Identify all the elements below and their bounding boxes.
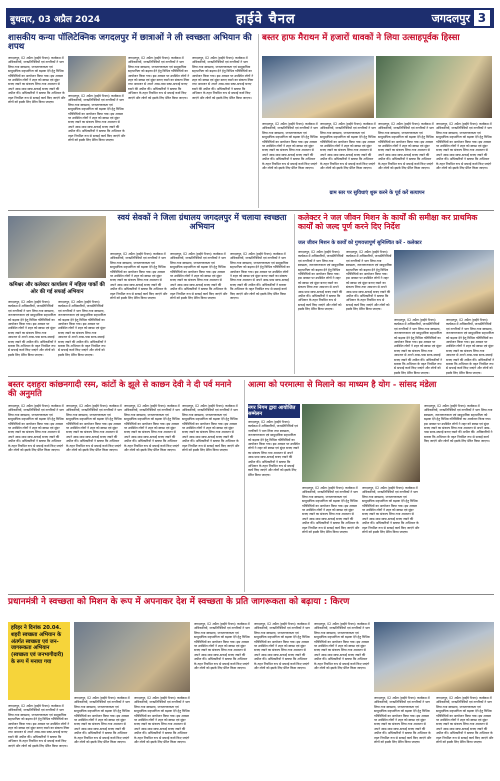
story7-col8: जगदलपुर, 02 अप्रैल (हाईवे चैनल)। कार्यक्रम में अधिकारियों, जनप्रतिनिधियों एवं नागरिकों ने भाग लिया तथा स्वच्छता, जनजागरूकता एवं सामुदायिक सहभागिता को बढ़ावा देने हेतु विभिन्न गतिविधियों का आयोजन किया गया। इस अवसर पर उपस्थित लोगों ने शहर को स्वच्छ एवं सुंदर बनाए रखने का संकल्प लिया तथा आमजन से अपने आस-पास साफ-सफाई बनाए रखने की अपील की। अधिकारियों ने बताया कि अभियान के तहत नियमित रूप से सफाई कार्य किए जाएंगे और लोगों को इसके लिए प्रेरित किया जाएगा। [436, 696, 494, 745]
story5-col1: जगदलपुर, 02 अप्रैल (हाईवे चैनल)। कार्यक्रम में अधिकारियों, जनप्रतिनिधियों एवं नागरिकों ने भाग लिया तथा स्वच्छता, जनजागरूकता एवं सामुदायिक सहभागिता को बढ़ावा देने हेतु विभिन्न गतिविधियों का आयोजन किया गया। इस अवसर पर उपस्थित लोगों ने शहर को स्वच्छ एवं सुंदर बनाए रखने का संकल्प लिया तथा आमजन से अपने आस-पास साफ-सफाई बनाए रखने की अपील की। अधिकारियों ने बताया कि अभियान के तहत नियमित रूप से सफाई कार्य किए जाएंगे और लोगों को इसके लिए प्रेरित किया जाएगा। [8, 404, 64, 453]
story1-col4: जगदलपुर, 02 अप्रैल (हाईवे चैनल)। कार्यक्रम में अधिकारियों, जनप्रतिनिधियों एवं नागरिकों ने भाग लिया तथा स्वच्छता, जनजागरूकता एवं सामुदायिक सहभागिता को बढ़ावा देने हेतु विभिन्न गतिविधियों का आयोजन किया गया। इस अवसर पर उपस्थित लोगों ने शहर को स्वच्छ एवं सुंदर बनाए रखने का संकल्प लिया तथा आमजन से अपने आस-पास साफ-सफाई बनाए रखने की अपील की। अधिकारियों ने बताया कि अभियान के तहत नियमित रूप से सफाई कार्य किए जाएंगे और लोगों को इसके लिए प्रेरित किया जाएगा। [192, 56, 254, 100]
story7-col5: जगदलपुर, 02 अप्रैल (हाईवे चैनल)। कार्यक्रम में अधिकारियों, जनप्रतिनिधियों एवं नागरिकों ने भाग लिया तथा स्वच्छता, जनजागरूकता एवं सामुदायिक सहभागिता को बढ़ावा देने हेतु विभिन्न गतिविधियों का आयोजन किया गया। इस अवसर पर उपस्थित लोगों ने शहर को स्वच्छ एवं सुंदर बनाए रखने का संकल्प लिया तथा आमजन से अपने आस-पास साफ-सफाई बनाए रखने की अपील की। अधिकारियों ने बताया कि अभियान के तहत नियमित रूप से सफाई कार्य किए जाएंगे और लोगों को इसके लिए प्रेरित किया जाएगा। [254, 622, 310, 671]
story1-col2: जगदलपुर, 02 अप्रैल (हाईवे चैनल)। कार्यक्रम में अधिकारियों, जनप्रतिनिधियों एवं नागरिकों ने भाग लिया तथा स्वच्छता, जनजागरूकता एवं सामुदायिक सहभागिता को बढ़ावा देने हेतु विभिन्न गतिविधियों का आयोजन किया गया। इस अवसर पर उपस्थित लोगों ने शहर को स्वच्छ एवं सुंदर बनाए रखने का संकल्प लिया तथा आमजन से अपने आस-पास साफ-सफाई बनाए रखने की अपील की। अधिकारियों ने बताया कि अभियान के तहत नियमित रूप से सफाई कार्य किए जाएंगे और लोगों को इसके लिए प्रेरित किया जाएगा। [68, 94, 126, 143]
story2-note: ग्राम स्तर पर सुविधाएं शुरू करने के पूर्व करें सत्यापन [329, 190, 425, 196]
column-divider [258, 34, 259, 208]
story4-col2: जगदलपुर, 02 अप्रैल (हाईवे चैनल)। कार्यक्रम में अधिकारियों, जनप्रतिनिधियों एवं नागरिकों ने भाग लिया तथा स्वच्छता, जनजागरूकता एवं सामुदायिक सहभागिता को बढ़ावा देने हेतु विभिन्न गतिविधियों का आयोजन किया गया। इस अवसर पर उपस्थित लोगों ने शहर को स्वच्छ एवं सुंदर बनाए रखने का संकल्प लिया तथा आमजन से अपने आस-पास साफ-सफाई बनाए रखने की अपील की। अधिकारियों ने बताया कि अभियान के तहत नियमित रूप से सफाई कार्य किए जाएंगे और लोगों को इसके लिए प्रेरित किया जाएगा। [346, 250, 392, 312]
story4-subheadline: जल जीवन मिशन के कार्यों को गुणवत्तापूर्ण सुनिश्चित करें - कलेक्टर [298, 240, 422, 246]
newspaper-title: हाईवे चैनल [236, 12, 296, 27]
page-number: 3 [474, 10, 490, 26]
story7-col7: जगदलपुर, 02 अप्रैल (हाईवे चैनल)। कार्यक्रम में अधिकारियों, जनप्रतिनिधियों एवं नागरिकों ने भाग लिया तथा स्वच्छता, जनजागरूकता एवं सामुदायिक सहभागिता को बढ़ावा देने हेतु विभिन्न गतिविधियों का आयोजन किया गया। इस अवसर पर उपस्थित लोगों ने शहर को स्वच्छ एवं सुंदर बनाए रखने का संकल्प लिया तथा आमजन से अपने आस-पास साफ-सफाई बनाए रखने की अपील की। अधिकारियों ने बताया कि अभियान के तहत नियमित रूप से सफाई कार्य किए जाएंगे और लोगों को इसके लिए प्रेरित किया जाएगा। [374, 696, 432, 745]
story2-col3: जगदलपुर, 02 अप्रैल (हाईवे चैनल)। कार्यक्रम में अधिकारियों, जनप्रतिनिधियों एवं नागरिकों ने भाग लिया तथा स्वच्छता, जनजागरूकता एवं सामुदायिक सहभागिता को बढ़ावा देने हेतु विभिन्न गतिविधियों का आयोजन किया गया। इस अवसर पर उपस्थित लोगों ने शहर को स्वच्छ एवं सुंदर बनाए रखने का संकल्प लिया तथा आमजन से अपने आस-पास साफ-सफाई बनाए रखने की अपील की। अधिकारियों ने बताया कि अभियान के तहत नियमित रूप से सफाई कार्य किए जाएंगे और लोगों को इसके लिए प्रेरित किया जाएगा। [378, 122, 434, 171]
story1-col1: जगदलपुर, 02 अप्रैल (हाईवे चैनल)। कार्यक्रम में अधिकारियों, जनप्रतिनिधियों एवं नागरिकों ने भाग लिया तथा स्वच्छता, जनजागरूकता एवं सामुदायिक सहभागिता को बढ़ावा देने हेतु विभिन्न गतिविधियों का आयोजन किया गया। इस अवसर पर उपस्थित लोगों ने शहर को स्वच्छ एवं सुंदर बनाए रखने का संकल्प लिया तथा आमजन से अपने आस-पास साफ-सफाई बनाए रखने की अपील की। अधिकारियों ने बताया कि अभियान के तहत नियमित रूप से सफाई कार्य किए जाएंगे और लोगों को इसके लिए प्रेरित किया जाएगा। [8, 56, 66, 105]
story3-col2: जगदलपुर, 02 अप्रैल (हाईवे चैनल)। कार्यक्रम में अधिकारियों, जनप्रतिनिधियों एवं नागरिकों ने भाग लिया तथा स्वच्छता, जनजागरूकता एवं सामुदायिक सहभागिता को बढ़ावा देने हेतु विभिन्न गतिविधियों का आयोजन किया गया। इस अवसर पर उपस्थित लोगों ने शहर को स्वच्छ एवं सुंदर बनाए रखने का संकल्प लिया तथा आमजन से अपने आस-पास साफ-सफाई बनाए रखने की अपील की। अधिकारियों ने बताया कि अभियान के तहत नियमित रूप से सफाई कार्य किए जाएंगे और लोगों को इसके लिए प्रेरित किया जाएगा। [58, 300, 106, 357]
story3-col1: जगदलपुर, 02 अप्रैल (हाईवे चैनल)। कार्यक्रम में अधिकारियों, जनप्रतिनिधियों एवं नागरिकों ने भाग लिया तथा स्वच्छता, जनजागरूकता एवं सामुदायिक सहभागिता को बढ़ावा देने हेतु विभिन्न गतिविधियों का आयोजन किया गया। इस अवसर पर उपस्थित लोगों ने शहर को स्वच्छ एवं सुंदर बनाए रखने का संकल्प लिया तथा आमजन से अपने आस-पास साफ-सफाई बनाए रखने की अपील की। अधिकारियों ने बताया कि अभियान के तहत नियमित रूप से सफाई कार्य किए जाएंगे और लोगों को इसके लिए प्रेरित किया जाएगा। [8, 300, 56, 357]
story3-caption: कमिश्नर और कलेक्टर कार्यालय में महिला पार्को की ओर की गई सफाई अभियान [9, 282, 105, 295]
story4-col3: जगदलपुर, 02 अप्रैल (हाईवे चैनल)। कार्यक्रम में अधिकारियों, जनप्रतिनिधियों एवं नागरिकों ने भाग लिया तथा स्वच्छता, जनजागरूकता एवं सामुदायिक सहभागिता को बढ़ावा देने हेतु विभिन्न गतिविधियों का आयोजन किया गया। इस अवसर पर उपस्थित लोगों ने शहर को स्वच्छ एवं सुंदर बनाए रखने का संकल्प लिया तथा आमजन से अपने आस-पास साफ-सफाई बनाए रखने की अपील की। अधिकारियों ने बताया कि अभियान के तहत नियमित रूप से सफाई कार्य किए जाएंगे और लोगों को इसके लिए प्रेरित किया जाएगा। [394, 318, 442, 375]
story7-photo-2 [374, 622, 494, 692]
story4-headline: कलेक्टर ने जल जीवन मिशन के कार्यों की समीक्षा कर प्राथमिक कार्यों को जल्द पूर्ण करने दिए निर्देश [298, 213, 478, 231]
story6-col3: जगदलपुर, 02 अप्रैल (हाईवे चैनल)। कार्यक्रम में अधिकारियों, जनप्रतिनिधियों एवं नागरिकों ने भाग लिया तथा स्वच्छता, जनजागरूकता एवं सामुदायिक सहभागिता को बढ़ावा देने हेतु विभिन्न गतिविधियों का आयोजन किया गया। इस अवसर पर उपस्थित लोगों ने शहर को स्वच्छ एवं सुंदर बनाए रखने का संकल्प लिया तथा आमजन से अपने आस-पास साफ-सफाई बनाए रखने की अपील की। अधिकारियों ने बताया कि अभियान के तहत नियमित रूप से सफाई कार्य किए जाएंगे और लोगों को इसके लिए प्रेरित किया जाएगा। [362, 486, 420, 535]
story1-photo [68, 56, 126, 92]
story7-highlight-box: हरिहर ने दिनांक 20.04. शहरी स्वच्छता अभियान के अंतर्गत स्वच्छता एवं जन-जागरूकता अभियान (स्वच्छता एवं जनभागीदारी) के रूप में मनाया गया [8, 622, 70, 700]
column-divider [244, 380, 245, 592]
story5-col4: जगदलपुर, 02 अप्रैल (हाईवे चैनल)। कार्यक्रम में अधिकारियों, जनप्रतिनिधियों एवं नागरिकों ने भाग लिया तथा स्वच्छता, जनजागरूकता एवं सामुदायिक सहभागिता को बढ़ावा देने हेतु विभिन्न गतिविधियों का आयोजन किया गया। इस अवसर पर उपस्थित लोगों ने शहर को स्वच्छ एवं सुंदर बनाए रखने का संकल्प लिया तथा आमजन से अपने आस-पास साफ-सफाई बनाए रखने की अपील की। अधिकारियों ने बताया कि अभियान के तहत नियमित रूप से सफाई कार्य किए जाएंगे और लोगों को इसके लिए प्रेरित किया जाएगा। [182, 404, 240, 453]
edition-city: जगदलपुर [431, 11, 470, 25]
story1-col3: जगदलपुर, 02 अप्रैल (हाईवे चैनल)। कार्यक्रम में अधिकारियों, जनप्रतिनिधियों एवं नागरिकों ने भाग लिया तथा स्वच्छता, जनजागरूकता एवं सामुदायिक सहभागिता को बढ़ावा देने हेतु विभिन्न गतिविधियों का आयोजन किया गया। इस अवसर पर उपस्थित लोगों ने शहर को स्वच्छ एवं सुंदर बनाए रखने का संकल्प लिया तथा आमजन से अपने आस-पास साफ-सफाई बनाए रखने की अपील की। अधिकारियों ने बताया कि अभियान के तहत नियमित रूप से सफाई कार्य किए जाएंगे और लोगों को इसके लिए प्रेरित किया जाएगा। [128, 56, 190, 100]
issue-date: बुधवार, 03 अप्रैल 2024 [10, 14, 101, 25]
section-rule [8, 376, 494, 377]
story7-headline: प्रधानमंत्री ने स्वच्छता को मिशन के रूप में अपनाकर देश में स्वच्छता के प्रति जागरूकता को बढ़ाया : किरण [8, 597, 350, 607]
story4-photo [394, 250, 494, 314]
story4-col4: जगदलपुर, 02 अप्रैल (हाईवे चैनल)। कार्यक्रम में अधिकारियों, जनप्रतिनिधियों एवं नागरिकों ने भाग लिया तथा स्वच्छता, जनजागरूकता एवं सामुदायिक सहभागिता को बढ़ावा देने हेतु विभिन्न गतिविधियों का आयोजन किया गया। इस अवसर पर उपस्थित लोगों ने शहर को स्वच्छ एवं सुंदर बनाए रखने का संकल्प लिया तथा आमजन से अपने आस-पास साफ-सफाई बनाए रखने की अपील की। अधिकारियों ने बताया कि अभियान के तहत नियमित रूप से सफाई कार्य किए जाएंगे और लोगों को इसके लिए प्रेरित किया जाएगा। [446, 318, 494, 375]
story4-col1: जगदलपुर, 02 अप्रैल (हाईवे चैनल)। कार्यक्रम में अधिकारियों, जनप्रतिनिधियों एवं नागरिकों ने भाग लिया तथा स्वच्छता, जनजागरूकता एवं सामुदायिक सहभागिता को बढ़ावा देने हेतु विभिन्न गतिविधियों का आयोजन किया गया। इस अवसर पर उपस्थित लोगों ने शहर को स्वच्छ एवं सुंदर बनाए रखने का संकल्प लिया तथा आमजन से अपने आस-पास साफ-सफाई बनाए रखने की अपील की। अधिकारियों ने बताया कि अभियान के तहत नियमित रूप से सफाई कार्य किए जाएंगे और लोगों को इसके लिए प्रेरित किया जाएगा। [298, 250, 344, 312]
story7-col4: जगदलपुर, 02 अप्रैल (हाईवे चैनल)। कार्यक्रम में अधिकारियों, जनप्रतिनिधियों एवं नागरिकों ने भाग लिया तथा स्वच्छता, जनजागरूकता एवं सामुदायिक सहभागिता को बढ़ावा देने हेतु विभिन्न गतिविधियों का आयोजन किया गया। इस अवसर पर उपस्थित लोगों ने शहर को स्वच्छ एवं सुंदर बनाए रखने का संकल्प लिया तथा आमजन से अपने आस-पास साफ-सफाई बनाए रखने की अपील की। अधिकारियों ने बताया कि अभियान के तहत नियमित रूप से सफाई कार्य किए जाएंगे और लोगों को इसके लिए प्रेरित किया जाएगा। [194, 622, 250, 671]
story3-headline: स्वयं सेवकों ने जिला ग्रंथालय जगदलपुर में चलाया स्वच्छता अभियान [117, 213, 287, 231]
story5-col2: जगदलपुर, 02 अप्रैल (हाईवे चैनल)। कार्यक्रम में अधिकारियों, जनप्रतिनिधियों एवं नागरिकों ने भाग लिया तथा स्वच्छता, जनजागरूकता एवं सामुदायिक सहभागिता को बढ़ावा देने हेतु विभिन्न गतिविधियों का आयोजन किया गया। इस अवसर पर उपस्थित लोगों ने शहर को स्वच्छ एवं सुंदर बनाए रखने का संकल्प लिया तथा आमजन से अपने आस-पास साफ-सफाई बनाए रखने की अपील की। अधिकारियों ने बताया कि अभियान के तहत नियमित रूप से सफाई कार्य किए जाएंगे और लोगों को इसके लिए प्रेरित किया जाएगा। [66, 404, 122, 453]
story5-col3: जगदलपुर, 02 अप्रैल (हाईवे चैनल)। कार्यक्रम में अधिकारियों, जनप्रतिनिधियों एवं नागरिकों ने भाग लिया तथा स्वच्छता, जनजागरूकता एवं सामुदायिक सहभागिता को बढ़ावा देने हेतु विभिन्न गतिविधियों का आयोजन किया गया। इस अवसर पर उपस्थित लोगों ने शहर को स्वच्छ एवं सुंदर बनाए रखने का संकल्प लिया तथा आमजन से अपने आस-पास साफ-सफाई बनाए रखने की अपील की। अधिकारियों ने बताया कि अभियान के तहत नियमित रूप से सफाई कार्य किए जाएंगे और लोगों को इसके लिए प्रेरित किया जाएगा। [124, 404, 180, 453]
story6-headline: आत्मा को परमात्मा से मिलाने का माध्यम है योग - सांसद मंडेला [248, 379, 437, 389]
story7-photo-1 [74, 622, 190, 692]
story2-photo-2 [376, 56, 492, 118]
story3-photo [8, 216, 106, 278]
story7-col1: जगदलपुर, 02 अप्रैल (हाईवे चैनल)। कार्यक्रम में अधिकारियों, जनप्रतिनिधियों एवं नागरिकों ने भाग लिया तथा स्वच्छता, जनजागरूकता एवं सामुदायिक सहभागिता को बढ़ावा देने हेतु विभिन्न गतिविधियों का आयोजन किया गया। इस अवसर पर उपस्थित लोगों ने शहर को स्वच्छ एवं सुंदर बनाए रखने का संकल्प लिया तथा आमजन से अपने आस-पास साफ-सफाई बनाए रखने की अपील की। अधिकारियों ने बताया कि अभियान के तहत नियमित रूप से सफाई कार्य किए जाएंगे और लोगों को इसके लिए प्रेरित किया जाएगा। [8, 704, 70, 748]
section-rule [8, 210, 494, 211]
masthead-right [432, 10, 490, 26]
story6-col4: जगदलपुर, 02 अप्रैल (हाईवे चैनल)। कार्यक्रम में अधिकारियों, जनप्रतिनिधियों एवं नागरिकों ने भाग लिया तथा स्वच्छता, जनजागरूकता एवं सामुदायिक सहभागिता को बढ़ावा देने हेतु विभिन्न गतिविधियों का आयोजन किया गया। इस अवसर पर उपस्थित लोगों ने शहर को स्वच्छ एवं सुंदर बनाए रखने का संकल्प लिया तथा आमजन से अपने आस-पास साफ-सफाई बनाए रखने की अपील की। अधिकारियों ने बताया कि अभियान के तहत नियमित रूप से सफाई कार्य किए जाएंगे और लोगों को इसके लिए प्रेरित किया जाएगा। [424, 404, 493, 444]
masthead [6, 8, 494, 28]
story6-col1: जगदलपुर, 02 अप्रैल (हाईवे चैनल)। कार्यक्रम में अधिकारियों, जनप्रतिनिधियों एवं नागरिकों ने भाग लिया तथा स्वच्छता, जनजागरूकता एवं सामुदायिक सहभागिता को बढ़ावा देने हेतु विभिन्न गतिविधियों का आयोजन किया गया। इस अवसर पर उपस्थित लोगों ने शहर को स्वच्छ एवं सुंदर बनाए रखने का संकल्प लिया तथा आमजन से अपने आस-पास साफ-सफाई बनाए रखने की अपील की। अधिकारियों ने बताया कि अभियान के तहत नियमित रूप से सफाई कार्य किए जाएंगे और लोगों को इसके लिए प्रेरित किया जाएगा। [248, 420, 300, 477]
column-divider [294, 214, 295, 374]
story7-col3: जगदलपुर, 02 अप्रैल (हाईवे चैनल)। कार्यक्रम में अधिकारियों, जनप्रतिनिधियों एवं नागरिकों ने भाग लिया तथा स्वच्छता, जनजागरूकता एवं सामुदायिक सहभागिता को बढ़ावा देने हेतु विभिन्न गतिविधियों का आयोजन किया गया। इस अवसर पर उपस्थित लोगों ने शहर को स्वच्छ एवं सुंदर बनाए रखने का संकल्प लिया तथा आमजन से अपने आस-पास साफ-सफाई बनाए रखने की अपील की। अधिकारियों ने बताया कि अभियान के तहत नियमित रूप से सफाई कार्य किए जाएंगे और लोगों को इसके लिए प्रेरित किया जाएगा। [134, 696, 190, 745]
story6-photo [302, 404, 420, 482]
story2-col1: जगदलपुर, 02 अप्रैल (हाईवे चैनल)। कार्यक्रम में अधिकारियों, जनप्रतिनिधियों एवं नागरिकों ने भाग लिया तथा स्वच्छता, जनजागरूकता एवं सामुदायिक सहभागिता को बढ़ावा देने हेतु विभिन्न गतिविधियों का आयोजन किया गया। इस अवसर पर उपस्थित लोगों ने शहर को स्वच्छ एवं सुंदर बनाए रखने का संकल्प लिया तथा आमजन से अपने आस-पास साफ-सफाई बनाए रखने की अपील की। अधिकारियों ने बताया कि अभियान के तहत नियमित रूप से सफाई कार्य किए जाएंगे और लोगों को इसके लिए प्रेरित किया जाएगा। [262, 122, 318, 171]
story3-col5: जगदलपुर, 02 अप्रैल (हाईवे चैनल)। कार्यक्रम में अधिकारियों, जनप्रतिनिधियों एवं नागरिकों ने भाग लिया तथा स्वच्छता, जनजागरूकता एवं सामुदायिक सहभागिता को बढ़ावा देने हेतु विभिन्न गतिविधियों का आयोजन किया गया। इस अवसर पर उपस्थित लोगों ने शहर को स्वच्छ एवं सुंदर बनाए रखने का संकल्प लिया तथा आमजन से अपने आस-पास साफ-सफाई बनाए रखने की अपील की। अधिकारियों ने बताया कि अभियान के तहत नियमित रूप से सफाई कार्य किए जाएंगे और लोगों को इसके लिए प्रेरित किया जाएगा। [230, 252, 290, 301]
story3-col3: जगदलपुर, 02 अप्रैल (हाईवे चैनल)। कार्यक्रम में अधिकारियों, जनप्रतिनिधियों एवं नागरिकों ने भाग लिया तथा स्वच्छता, जनजागरूकता एवं सामुदायिक सहभागिता को बढ़ावा देने हेतु विभिन्न गतिविधियों का आयोजन किया गया। इस अवसर पर उपस्थित लोगों ने शहर को स्वच्छ एवं सुंदर बनाए रखने का संकल्प लिया तथा आमजन से अपने आस-पास साफ-सफाई बनाए रखने की अपील की। अधिकारियों ने बताया कि अभियान के तहत नियमित रूप से सफाई कार्य किए जाएंगे और लोगों को इसके लिए प्रेरित किया जाएगा। [110, 252, 168, 301]
story2-headline: बस्तर हाफ मैराथन में हजारों धावकों ने लिया उत्साहपूर्वक हिस्सा [262, 33, 460, 43]
story2-photo-1 [262, 56, 374, 118]
section-rule [8, 594, 494, 595]
story7-col2: जगदलपुर, 02 अप्रैल (हाईवे चैनल)। कार्यक्रम में अधिकारियों, जनप्रतिनिधियों एवं नागरिकों ने भाग लिया तथा स्वच्छता, जनजागरूकता एवं सामुदायिक सहभागिता को बढ़ावा देने हेतु विभिन्न गतिविधियों का आयोजन किया गया। इस अवसर पर उपस्थित लोगों ने शहर को स्वच्छ एवं सुंदर बनाए रखने का संकल्प लिया तथा आमजन से अपने आस-पास साफ-सफाई बनाए रखने की अपील की। अधिकारियों ने बताया कि अभियान के तहत नियमित रूप से सफाई कार्य किए जाएंगे और लोगों को इसके लिए प्रेरित किया जाएगा। [74, 696, 130, 745]
story3-col4: जगदलपुर, 02 अप्रैल (हाईवे चैनल)। कार्यक्रम में अधिकारियों, जनप्रतिनिधियों एवं नागरिकों ने भाग लिया तथा स्वच्छता, जनजागरूकता एवं सामुदायिक सहभागिता को बढ़ावा देने हेतु विभिन्न गतिविधियों का आयोजन किया गया। इस अवसर पर उपस्थित लोगों ने शहर को स्वच्छ एवं सुंदर बनाए रखने का संकल्प लिया तथा आमजन से अपने आस-पास साफ-सफाई बनाए रखने की अपील की। अधिकारियों ने बताया कि अभियान के तहत नियमित रूप से सफाई कार्य किए जाएंगे और लोगों को इसके लिए प्रेरित किया जाएगा। [170, 252, 228, 301]
story6-tag: नगर निगम द्वारा आयोजित सम्मेलन [248, 404, 300, 418]
story2-col4: जगदलपुर, 02 अप्रैल (हाईवे चैनल)। कार्यक्रम में अधिकारियों, जनप्रतिनिधियों एवं नागरिकों ने भाग लिया तथा स्वच्छता, जनजागरूकता एवं सामुदायिक सहभागिता को बढ़ावा देने हेतु विभिन्न गतिविधियों का आयोजन किया गया। इस अवसर पर उपस्थित लोगों ने शहर को स्वच्छ एवं सुंदर बनाए रखने का संकल्प लिया तथा आमजन से अपने आस-पास साफ-सफाई बनाए रखने की अपील की। अधिकारियों ने बताया कि अभियान के तहत नियमित रूप से सफाई कार्य किए जाएंगे और लोगों को इसके लिए प्रेरित किया जाएगा। [436, 122, 492, 171]
story7-col6: जगदलपुर, 02 अप्रैल (हाईवे चैनल)। कार्यक्रम में अधिकारियों, जनप्रतिनिधियों एवं नागरिकों ने भाग लिया तथा स्वच्छता, जनजागरूकता एवं सामुदायिक सहभागिता को बढ़ावा देने हेतु विभिन्न गतिविधियों का आयोजन किया गया। इस अवसर पर उपस्थित लोगों ने शहर को स्वच्छ एवं सुंदर बनाए रखने का संकल्प लिया तथा आमजन से अपने आस-पास साफ-सफाई बनाए रखने की अपील की। अधिकारियों ने बताया कि अभियान के तहत नियमित रूप से सफाई कार्य किए जाएंगे और लोगों को इसके लिए प्रेरित किया जाएगा। [314, 622, 370, 671]
story2-col2: जगदलपुर, 02 अप्रैल (हाईवे चैनल)। कार्यक्रम में अधिकारियों, जनप्रतिनिधियों एवं नागरिकों ने भाग लिया तथा स्वच्छता, जनजागरूकता एवं सामुदायिक सहभागिता को बढ़ावा देने हेतु विभिन्न गतिविधियों का आयोजन किया गया। इस अवसर पर उपस्थित लोगों ने शहर को स्वच्छ एवं सुंदर बनाए रखने का संकल्प लिया तथा आमजन से अपने आस-पास साफ-सफाई बनाए रखने की अपील की। अधिकारियों ने बताया कि अभियान के तहत नियमित रूप से सफाई कार्य किए जाएंगे और लोगों को इसके लिए प्रेरित किया जाएगा। [320, 122, 376, 171]
story6-col2: जगदलपुर, 02 अप्रैल (हाईवे चैनल)। कार्यक्रम में अधिकारियों, जनप्रतिनिधियों एवं नागरिकों ने भाग लिया तथा स्वच्छता, जनजागरूकता एवं सामुदायिक सहभागिता को बढ़ावा देने हेतु विभिन्न गतिविधियों का आयोजन किया गया। इस अवसर पर उपस्थित लोगों ने शहर को स्वच्छ एवं सुंदर बनाए रखने का संकल्प लिया तथा आमजन से अपने आस-पास साफ-सफाई बनाए रखने की अपील की। अधिकारियों ने बताया कि अभियान के तहत नियमित रूप से सफाई कार्य किए जाएंगे और लोगों को इसके लिए प्रेरित किया जाएगा। [302, 486, 360, 535]
story1-headline: शासकीय कन्या पॉलिटेक्निक जगदलपुर में छात्राओं ने ली स्वच्छता अभियान की शपथ [8, 33, 252, 53]
story5-headline: बस्तर दशहरा कांछनगादी रस्म, कांटों के झूले से काछन देवी ने दी पर्व मनाने की अनुमति [8, 379, 232, 399]
